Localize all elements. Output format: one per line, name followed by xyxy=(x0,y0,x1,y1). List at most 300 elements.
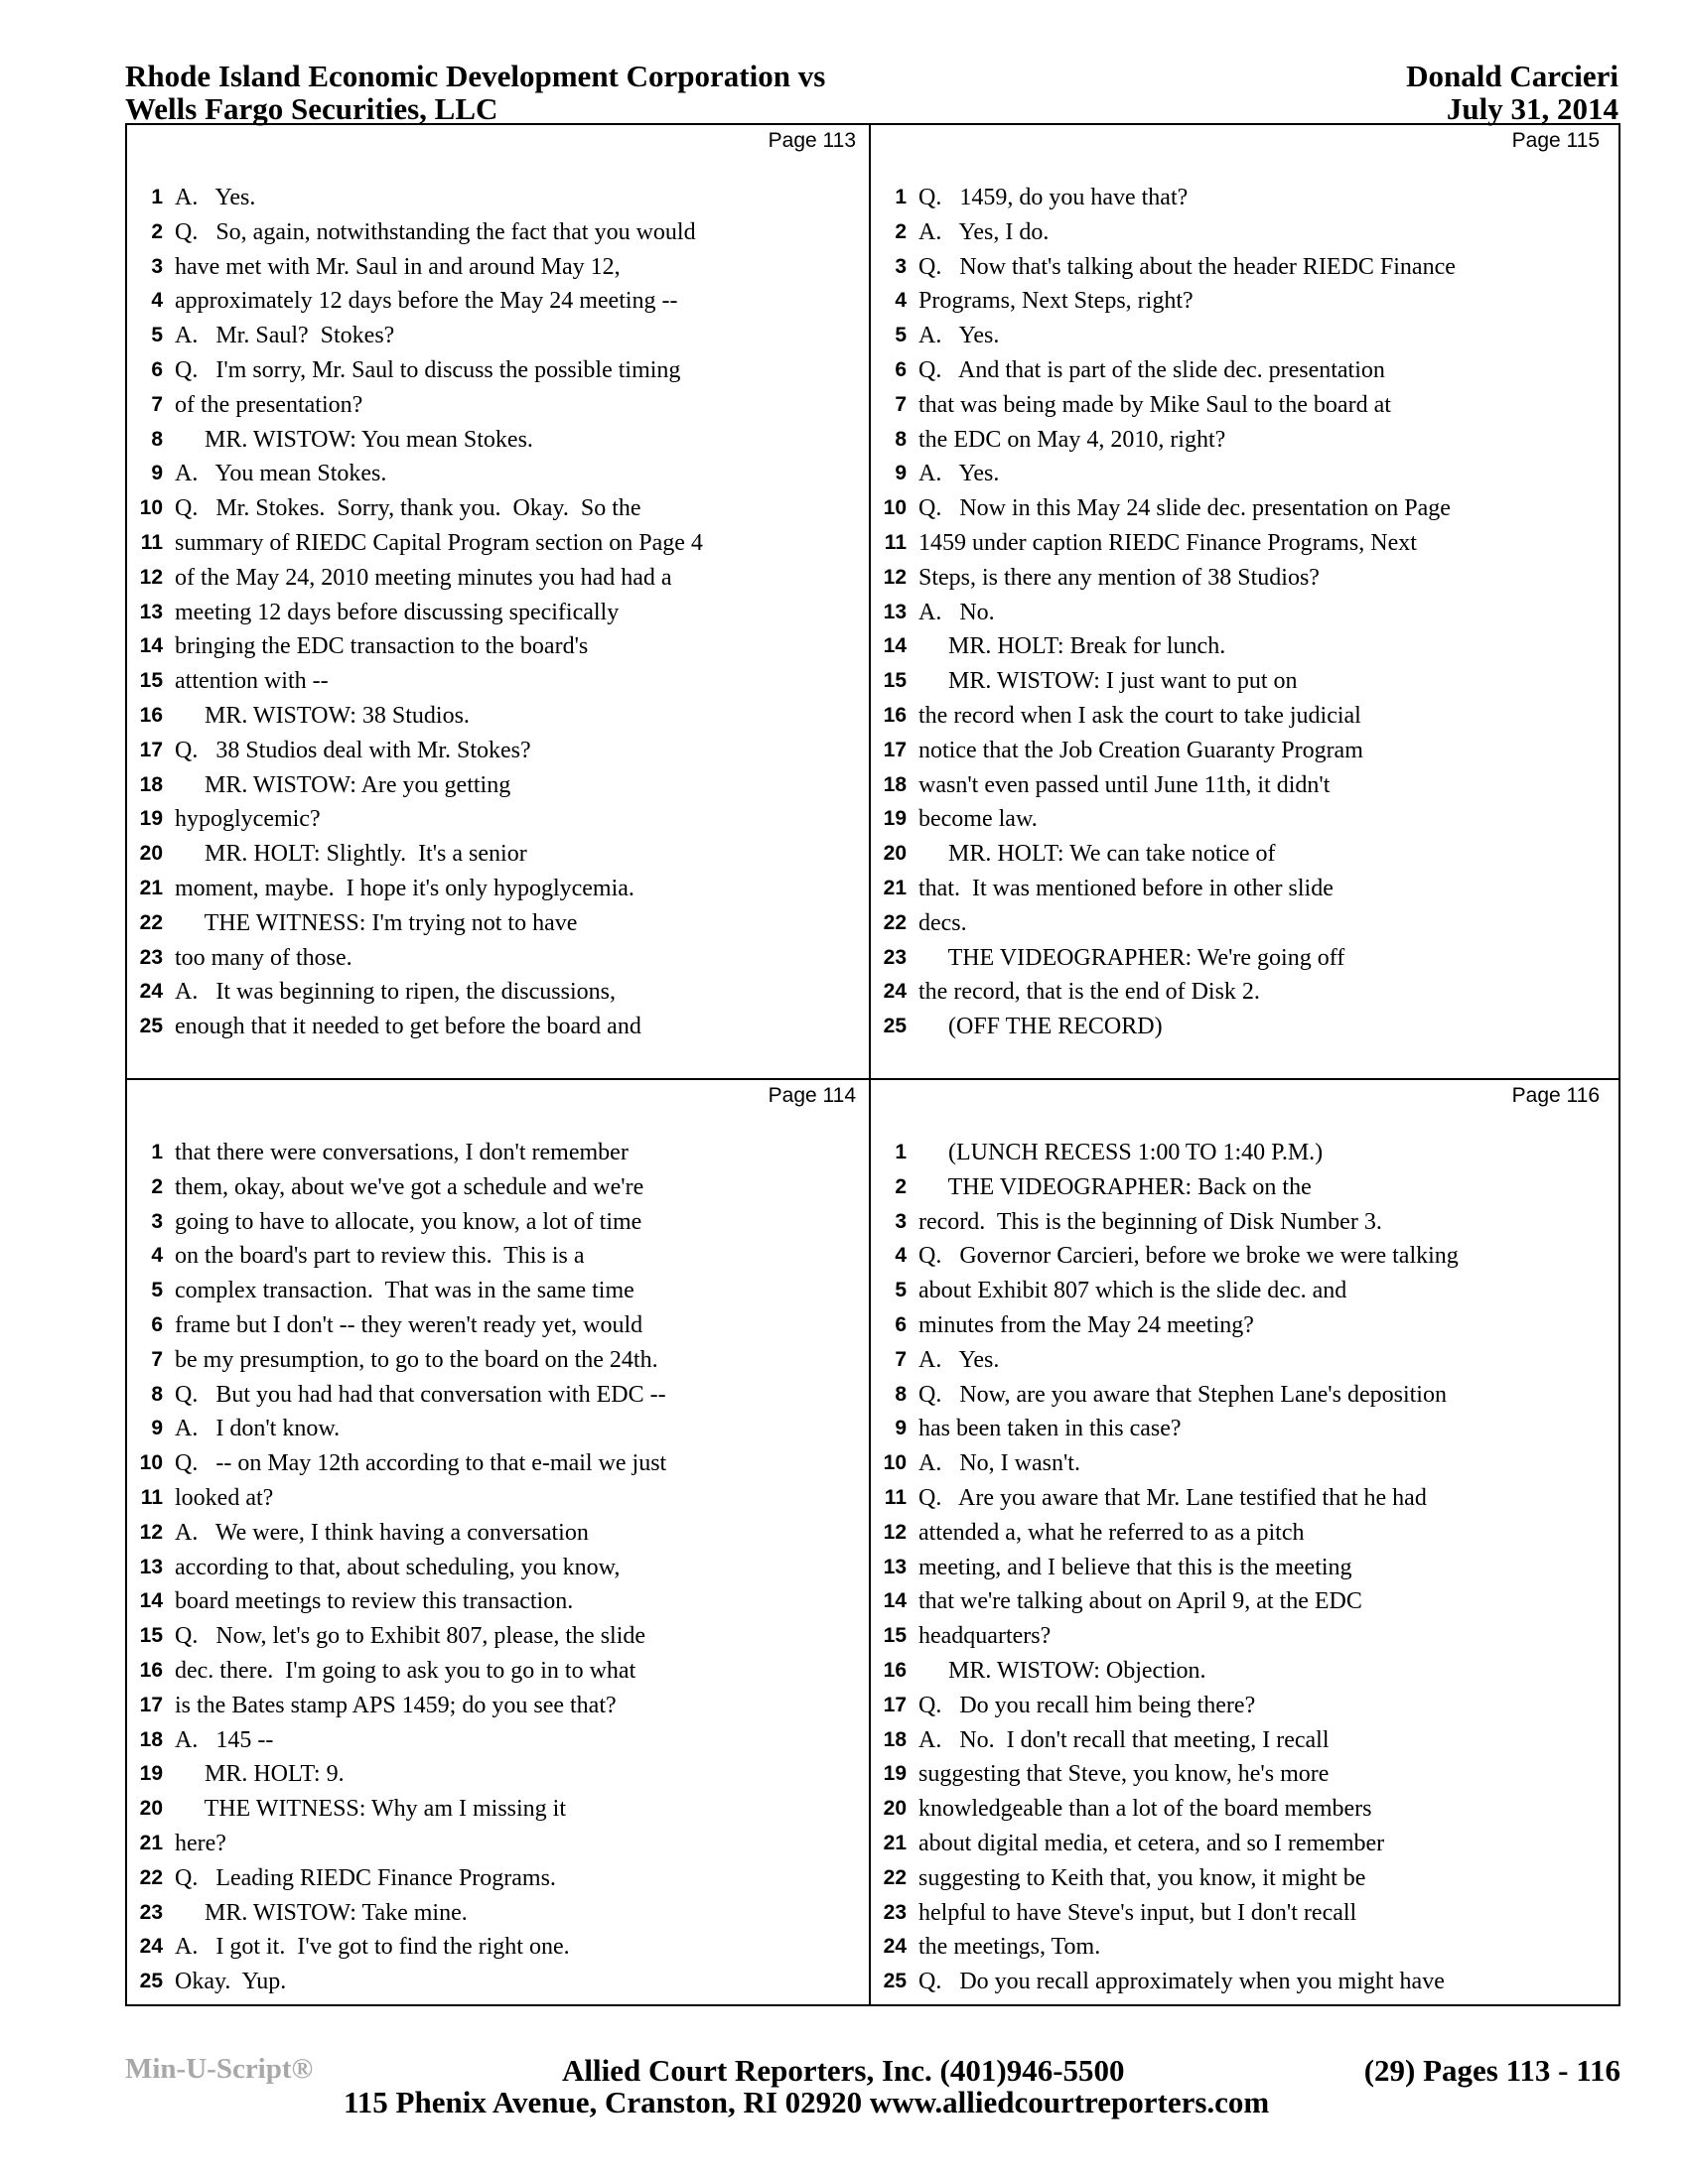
page-label: Page 115 xyxy=(1511,129,1600,152)
transcript-line xyxy=(871,1205,1612,1240)
line-number: 11 xyxy=(140,1485,163,1509)
line-text: Q. I'm sorry, Mr. Saul to discuss the possible timing xyxy=(175,356,681,383)
transcript-lines xyxy=(871,1136,1612,1999)
transcript-line xyxy=(871,1965,1612,1999)
transcript-line xyxy=(871,941,1612,976)
line-number: 24 xyxy=(139,980,163,1004)
line-number: 9 xyxy=(895,462,907,485)
line-text: them, okay, about we've got a schedule and we're xyxy=(175,1173,644,1200)
transcript-line xyxy=(871,1010,1612,1044)
line-text: going to have to allocate, you know, a lot of time xyxy=(175,1208,642,1235)
transcript-line xyxy=(871,1170,1612,1205)
line-text: the record, that is the end of Disk 2. xyxy=(918,979,1260,1006)
line-text: A. I don't know. xyxy=(175,1416,341,1442)
line-text: A. You mean Stokes. xyxy=(175,461,387,487)
line-number: 13 xyxy=(139,600,163,623)
line-text: A. Mr. Saul? Stokes? xyxy=(175,323,395,349)
line-text: THE VIDEOGRAPHER: We're going off xyxy=(918,944,1345,971)
transcript-line xyxy=(127,906,868,941)
line-number: 11 xyxy=(140,530,163,554)
line-number: 9 xyxy=(895,1417,907,1440)
line-text: moment, maybe. I hope it's only hypoglycemia. xyxy=(175,875,634,901)
line-text: MR. HOLT: Slightly. It's a senior xyxy=(175,841,527,868)
line-text: become law. xyxy=(918,806,1038,833)
line-number: 12 xyxy=(883,565,907,589)
line-text: of the May 24, 2010 meeting minutes you had had a xyxy=(175,564,672,591)
transcript-line xyxy=(871,802,1612,837)
transcript-line xyxy=(871,837,1612,872)
transcript-line xyxy=(127,699,868,734)
transcript-line xyxy=(871,1551,1612,1585)
line-number: 15 xyxy=(883,669,907,693)
transcript-line xyxy=(127,802,868,837)
transcript-line xyxy=(127,1584,868,1619)
line-number: 18 xyxy=(139,1727,163,1751)
line-text: Q. Are you aware that Mr. Lane testified that he had xyxy=(918,1484,1427,1511)
line-number: 7 xyxy=(895,392,907,416)
transcript-line xyxy=(127,491,868,526)
line-text: about Exhibit 807 which is the slide dec. and xyxy=(918,1278,1347,1304)
line-number: 6 xyxy=(895,1312,907,1336)
line-number: 18 xyxy=(139,772,163,796)
transcript-line xyxy=(127,1551,868,1585)
transcript-line xyxy=(127,457,868,491)
transcript-line xyxy=(127,423,868,458)
line-number: 14 xyxy=(883,1589,907,1613)
transcript-line xyxy=(871,1723,1612,1758)
line-number: 17 xyxy=(883,738,907,761)
line-text: A. No. xyxy=(918,599,995,625)
transcript-line xyxy=(871,1412,1612,1446)
line-text: MR. WISTOW: I just want to put on xyxy=(918,668,1298,695)
line-text: A. It was beginning to ripen, the discussions, xyxy=(175,979,616,1006)
line-number: 2 xyxy=(895,219,907,243)
line-number: 10 xyxy=(139,496,163,520)
transcript-line xyxy=(127,526,868,561)
line-text: Q. Leading RIEDC Finance Programs. xyxy=(175,1864,556,1891)
line-text: Steps, is there any mention of 38 Studios? xyxy=(918,564,1320,591)
line-text: THE VIDEOGRAPHER: Back on the xyxy=(918,1173,1312,1200)
line-text: bringing the EDC transaction to the board's xyxy=(175,633,589,660)
line-number: 20 xyxy=(883,842,907,866)
line-text: be my presumption, to go to the board on the 24th. xyxy=(175,1346,658,1373)
line-number: 4 xyxy=(895,289,907,313)
line-number: 14 xyxy=(883,634,907,658)
transcript-line xyxy=(127,1010,868,1044)
line-text: knowledgeable than a lot of the board members xyxy=(918,1796,1372,1823)
transcript-line xyxy=(871,1343,1612,1378)
transcript-line xyxy=(871,872,1612,906)
line-text: A. Yes. xyxy=(918,1346,1000,1373)
line-text: MR. WISTOW: Take mine. xyxy=(175,1899,468,1926)
line-number: 1 xyxy=(895,186,907,208)
line-text: THE WITNESS: Why am I missing it xyxy=(175,1796,566,1823)
company-address: 115 Phenix Avenue, Cranston, RI 02920 www.alliedcourtreporters.com xyxy=(344,2085,1270,2119)
line-text: dec. there. I'm going to ask you to go in to what xyxy=(175,1657,636,1684)
line-number: 16 xyxy=(139,703,163,727)
line-text: Q. Do you recall approximately when you might have xyxy=(918,1969,1445,1995)
line-number: 21 xyxy=(139,876,163,899)
line-number: 7 xyxy=(895,1347,907,1371)
line-number: 13 xyxy=(883,1555,907,1578)
line-text: Q. Now that's talking about the header RIEDC Finance xyxy=(918,253,1456,280)
line-number: 6 xyxy=(151,357,163,381)
transcript-line xyxy=(127,1274,868,1308)
line-number: 5 xyxy=(151,1279,163,1302)
line-text: helpful to have Steve's input, but I don't recall xyxy=(918,1899,1357,1926)
transcript-line xyxy=(127,1827,868,1861)
line-text: (OFF THE RECORD) xyxy=(918,1014,1163,1040)
transcript-line xyxy=(127,768,868,803)
line-number: 9 xyxy=(151,462,163,485)
transcript-line xyxy=(871,284,1612,319)
transcript-line xyxy=(871,629,1612,664)
pages-reference: (29) Pages 113 - 116 xyxy=(1363,2053,1620,2088)
line-number: 25 xyxy=(883,1015,907,1038)
transcript-line xyxy=(127,1965,868,1999)
line-text: Programs, Next Steps, right? xyxy=(918,288,1194,315)
transcript-line xyxy=(127,734,868,768)
line-text: wasn't even passed until June 11th, it didn't xyxy=(918,771,1331,798)
line-number: 1 xyxy=(151,186,163,208)
line-number: 6 xyxy=(895,357,907,381)
transcript-line xyxy=(871,1516,1612,1551)
witness-name: Donald Carcieri xyxy=(1406,59,1618,93)
line-number: 7 xyxy=(151,1347,163,1371)
line-text: frame but I don't -- they weren't ready yet, would xyxy=(175,1311,643,1338)
line-number: 2 xyxy=(895,1174,907,1198)
transcript-line xyxy=(127,1516,868,1551)
line-text: that we're talking about on April 9, at the EDC xyxy=(918,1588,1362,1615)
line-text: summary of RIEDC Capital Program section on Page 4 xyxy=(175,529,703,556)
transcript-line xyxy=(127,215,868,250)
line-text: Q. -- on May 12th according to that e-mail we just xyxy=(175,1450,667,1477)
transcript-lines xyxy=(127,1136,868,1999)
line-text: Q. Now, let's go to Exhibit 807, please, the slide xyxy=(175,1623,646,1650)
line-number: 21 xyxy=(883,1831,907,1854)
transcript-line xyxy=(871,423,1612,458)
line-text: on the board's part to review this. This is a xyxy=(175,1243,585,1270)
transcript-line xyxy=(127,664,868,699)
line-text: attended a, what he referred to as a pitch xyxy=(918,1519,1305,1546)
line-number: 5 xyxy=(895,324,907,347)
transcript-line xyxy=(127,1412,868,1446)
line-text: A. I got it. I've got to find the right one. xyxy=(175,1934,570,1961)
line-text: Q. 38 Studios deal with Mr. Stokes? xyxy=(175,737,531,763)
transcript-line xyxy=(127,837,868,872)
line-number: 23 xyxy=(883,1900,907,1924)
line-number: 15 xyxy=(139,1624,163,1648)
line-number: 3 xyxy=(151,254,163,278)
transcript-line xyxy=(127,1619,868,1654)
transcript-line xyxy=(871,1136,1612,1170)
transcript-line xyxy=(871,526,1612,561)
transcript-line xyxy=(871,1930,1612,1965)
line-number: 20 xyxy=(139,842,163,866)
transcript-line xyxy=(871,768,1612,803)
line-number: 20 xyxy=(883,1797,907,1821)
line-number: 3 xyxy=(895,254,907,278)
transcript-line xyxy=(127,1308,868,1343)
line-number: 4 xyxy=(895,1244,907,1268)
line-number: 2 xyxy=(151,219,163,243)
transcript-line xyxy=(871,457,1612,491)
line-text: the record when I ask the court to take judicial xyxy=(918,702,1361,729)
transcript-lines xyxy=(127,181,868,1044)
transcript-line xyxy=(127,1757,868,1792)
transcript-line xyxy=(127,1343,868,1378)
line-text: MR. HOLT: Break for lunch. xyxy=(918,633,1226,660)
line-text: Q. Do you recall him being there? xyxy=(918,1692,1256,1718)
line-text: MR. HOLT: 9. xyxy=(175,1761,345,1788)
page-label: Page 116 xyxy=(1511,1084,1600,1107)
transcript-line xyxy=(871,1308,1612,1343)
line-text: A. 145 -- xyxy=(175,1726,274,1753)
line-text: (LUNCH RECESS 1:00 TO 1:40 P.M.) xyxy=(918,1140,1324,1165)
line-text: Q. Mr. Stokes. Sorry, thank you. Okay. So the xyxy=(175,495,641,522)
transcript-line xyxy=(127,1861,868,1896)
page-label: Page 113 xyxy=(768,129,856,152)
deposition-date: July 31, 2014 xyxy=(1446,91,1618,126)
line-number: 24 xyxy=(883,980,907,1004)
line-number: 24 xyxy=(883,1935,907,1959)
line-text: attention with -- xyxy=(175,668,329,695)
line-number: 19 xyxy=(139,1762,163,1786)
line-text: headquarters? xyxy=(918,1623,1052,1650)
line-text: Q. So, again, notwithstanding the fact that you would xyxy=(175,218,696,245)
line-text: Okay. Yup. xyxy=(175,1969,287,1995)
transcript-line xyxy=(871,1481,1612,1516)
line-number: 25 xyxy=(139,1970,163,1993)
page-label: Page 114 xyxy=(768,1084,856,1107)
line-text: have met with Mr. Saul in and around May 12, xyxy=(175,253,621,280)
line-text: the EDC on May 4, 2010, right? xyxy=(918,426,1226,453)
line-number: 6 xyxy=(151,1312,163,1336)
transcript-page-115 xyxy=(871,125,1612,1078)
transcript-line xyxy=(871,561,1612,596)
line-text: that there were conversations, I don't remember xyxy=(175,1140,629,1165)
line-number: 1 xyxy=(895,1141,907,1163)
line-text: Q. Now in this May 24 slide dec. presentation on Page xyxy=(918,495,1451,522)
line-number: 15 xyxy=(883,1624,907,1648)
transcript-line xyxy=(871,1792,1612,1827)
line-number: 15 xyxy=(139,669,163,693)
brand-mark: Min-U-Script® xyxy=(125,2053,314,2085)
transcript-line xyxy=(871,353,1612,388)
line-text: notice that the Job Creation Guaranty Program xyxy=(918,737,1363,763)
line-text: MR. HOLT: We can take notice of xyxy=(918,841,1276,868)
line-text: MR. WISTOW: Are you getting xyxy=(175,771,511,798)
transcript-page-114 xyxy=(127,1080,868,2033)
line-number: 20 xyxy=(139,1797,163,1821)
line-number: 8 xyxy=(151,427,163,451)
line-text: suggesting to Keith that, you know, it might be xyxy=(918,1864,1366,1891)
line-text: meeting 12 days before discussing specifically xyxy=(175,599,620,625)
line-number: 12 xyxy=(883,1520,907,1544)
transcript-line xyxy=(127,1930,868,1965)
line-number: 18 xyxy=(883,1727,907,1751)
line-number: 25 xyxy=(139,1015,163,1038)
line-number: 22 xyxy=(883,910,907,934)
transcript-line xyxy=(871,734,1612,768)
transcript-page-113 xyxy=(127,125,868,1078)
transcript-line xyxy=(127,561,868,596)
transcript-line xyxy=(127,629,868,664)
transcript-line xyxy=(127,596,868,630)
line-number: 13 xyxy=(883,600,907,623)
line-number: 16 xyxy=(139,1658,163,1682)
transcript-line xyxy=(127,353,868,388)
line-text: A. Yes. xyxy=(918,461,1000,487)
line-number: 22 xyxy=(139,1865,163,1889)
transcript-line xyxy=(871,1861,1612,1896)
line-text: Q. Now, are you aware that Stephen Lane's deposition xyxy=(918,1381,1447,1408)
line-text: A. Yes. xyxy=(175,185,256,210)
transcript-lines xyxy=(871,181,1612,1044)
line-number: 10 xyxy=(883,496,907,520)
line-text: MR. WISTOW: You mean Stokes. xyxy=(175,426,533,453)
line-number: 12 xyxy=(139,565,163,589)
transcript-line xyxy=(127,319,868,353)
line-number: 9 xyxy=(151,1417,163,1440)
transcript-line xyxy=(127,975,868,1010)
line-number: 3 xyxy=(895,1209,907,1233)
line-number: 8 xyxy=(895,1382,907,1406)
line-number: 21 xyxy=(883,876,907,899)
transcript-line xyxy=(871,975,1612,1010)
transcript-line xyxy=(871,906,1612,941)
transcript-line xyxy=(871,1654,1612,1689)
line-text: looked at? xyxy=(175,1484,274,1511)
transcript-line xyxy=(871,319,1612,353)
line-number: 2 xyxy=(151,1174,163,1198)
line-number: 17 xyxy=(883,1693,907,1716)
transcript-line xyxy=(871,1896,1612,1931)
line-text: A. Yes. xyxy=(918,323,1000,349)
case-caption-line1: Rhode Island Economic Development Corporation vs xyxy=(125,59,826,93)
line-text: that. It was mentioned before in other slide xyxy=(918,875,1334,901)
line-number: 22 xyxy=(883,1865,907,1889)
line-text: meeting, and I believe that this is the meeting xyxy=(918,1554,1352,1580)
case-caption xyxy=(125,60,825,125)
line-number: 16 xyxy=(883,1658,907,1682)
line-text: enough that it needed to get before the board and xyxy=(175,1014,641,1040)
line-number: 11 xyxy=(884,1485,907,1509)
transcript-line xyxy=(127,1378,868,1413)
line-number: 13 xyxy=(139,1555,163,1578)
transcript-line xyxy=(127,872,868,906)
line-number: 23 xyxy=(883,945,907,969)
transcript-line xyxy=(127,1239,868,1274)
transcript-line xyxy=(871,664,1612,699)
line-text: 1459 under caption RIEDC Finance Programs, Next xyxy=(918,529,1417,556)
transcript-line xyxy=(871,1446,1612,1481)
line-number: 5 xyxy=(895,1279,907,1302)
line-text: too many of those. xyxy=(175,944,352,971)
line-text: minutes from the May 24 meeting? xyxy=(918,1311,1254,1338)
line-text: here? xyxy=(175,1830,226,1856)
witness-info xyxy=(1406,60,1618,125)
transcript-line xyxy=(871,1827,1612,1861)
reporting-company: Allied Court Reporters, Inc. (401)946-5500 xyxy=(562,2053,1125,2088)
line-text: the meetings, Tom. xyxy=(918,1934,1101,1961)
transcript-line xyxy=(127,250,868,285)
line-text: is the Bates stamp APS 1459; do you see that? xyxy=(175,1692,617,1718)
line-number: 1 xyxy=(151,1141,163,1163)
transcript-line xyxy=(127,1205,868,1240)
line-text: A. Yes, I do. xyxy=(918,218,1050,245)
line-number: 23 xyxy=(139,1900,163,1924)
case-caption-line2: Wells Fargo Securities, LLC xyxy=(125,91,498,126)
transcript-line xyxy=(127,1446,868,1481)
line-number: 14 xyxy=(139,634,163,658)
transcript-line xyxy=(127,1170,868,1205)
transcript-line xyxy=(871,250,1612,285)
transcript-line xyxy=(127,1654,868,1689)
line-number: 25 xyxy=(883,1970,907,1993)
line-text: Q. And that is part of the slide dec. presentation xyxy=(918,356,1385,383)
line-number: 3 xyxy=(151,1209,163,1233)
line-text: suggesting that Steve, you know, he's more xyxy=(918,1761,1330,1788)
line-number: 8 xyxy=(895,427,907,451)
transcript-line xyxy=(127,284,868,319)
line-number: 17 xyxy=(139,738,163,761)
transcript-line xyxy=(127,1792,868,1827)
transcript-line xyxy=(871,1274,1612,1308)
line-text: board meetings to review this transaction. xyxy=(175,1588,574,1615)
line-text: A. We were, I think having a conversation xyxy=(175,1519,589,1546)
transcript-line xyxy=(871,215,1612,250)
line-number: 19 xyxy=(883,807,907,831)
line-number: 7 xyxy=(151,392,163,416)
line-text: record. This is the beginning of Disk Number 3. xyxy=(918,1208,1382,1235)
line-text: MR. WISTOW: Objection. xyxy=(918,1657,1206,1684)
line-number: 8 xyxy=(151,1382,163,1406)
line-text: has been taken in this case? xyxy=(918,1416,1182,1442)
transcript-line xyxy=(871,1378,1612,1413)
line-number: 19 xyxy=(139,807,163,831)
transcript-line xyxy=(127,941,868,976)
line-number: 17 xyxy=(139,1693,163,1716)
line-text: A. No, I wasn't. xyxy=(918,1450,1080,1477)
line-text: about digital media, et cetera, and so I remember xyxy=(918,1830,1385,1856)
line-number: 21 xyxy=(139,1831,163,1854)
transcript-line xyxy=(127,1896,868,1931)
line-text: MR. WISTOW: 38 Studios. xyxy=(175,702,470,729)
line-text: A. No. I don't recall that meeting, I recall xyxy=(918,1726,1330,1753)
line-text: decs. xyxy=(918,909,967,936)
transcript-line xyxy=(871,491,1612,526)
line-text: approximately 12 days before the May 24 meeting -- xyxy=(175,288,678,315)
transcript-line xyxy=(127,1689,868,1723)
line-text: THE WITNESS: I'm trying not to have xyxy=(175,909,578,936)
line-text: hypoglycemic? xyxy=(175,806,321,833)
line-number: 23 xyxy=(139,945,163,969)
transcript-line xyxy=(871,1689,1612,1723)
line-number: 16 xyxy=(883,703,907,727)
line-number: 22 xyxy=(139,910,163,934)
transcript-line xyxy=(127,1481,868,1516)
line-number: 10 xyxy=(139,1451,163,1475)
transcript-line xyxy=(871,1757,1612,1792)
transcript-line xyxy=(871,699,1612,734)
transcript-line xyxy=(871,596,1612,630)
line-text: complex transaction. That was in the same time xyxy=(175,1278,634,1304)
line-number: 14 xyxy=(139,1589,163,1613)
transcript-line xyxy=(871,1584,1612,1619)
line-text: according to that, about scheduling, you know, xyxy=(175,1554,621,1580)
line-number: 12 xyxy=(139,1520,163,1544)
